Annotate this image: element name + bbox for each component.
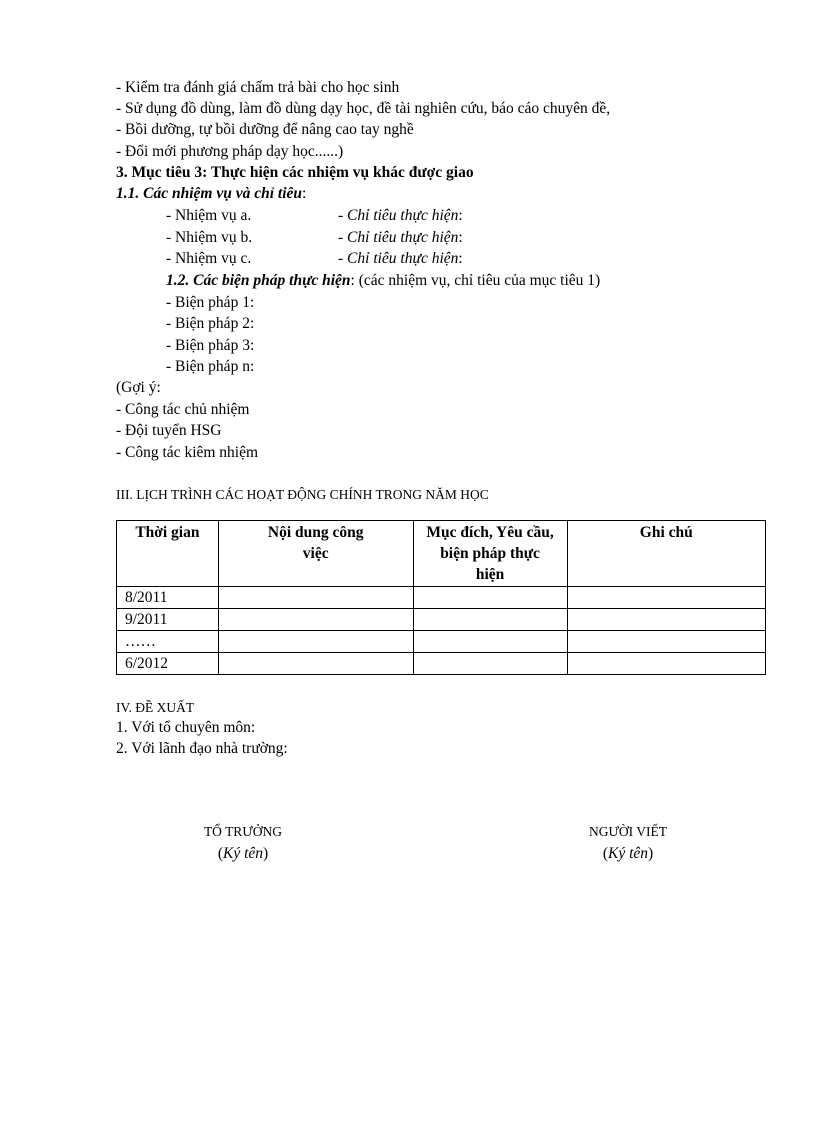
goal3-heading: 3. Mục tiêu 3: Thực hiện các nhiệm vụ khác được giao xyxy=(116,164,474,181)
table-cell xyxy=(567,653,765,675)
header-content xyxy=(218,521,413,587)
table-cell xyxy=(413,609,567,631)
bullet-training: - Bồi dưỡng, tự bồi dưỡng để nâng cao tay nghề xyxy=(116,121,414,138)
table-cell-time: 9/2011 xyxy=(117,609,219,631)
table-row xyxy=(117,609,766,631)
table-cell xyxy=(413,653,567,675)
signature-right xyxy=(558,821,698,865)
header-time: Thời gian xyxy=(117,521,219,587)
hint-item: - Đội tuyển HSG xyxy=(116,422,222,439)
table-cell xyxy=(413,587,567,609)
table-cell-time: 6/2012 xyxy=(117,653,219,675)
table-row xyxy=(117,631,766,653)
measure-item: - Biện pháp n: xyxy=(166,358,255,375)
table-header-row xyxy=(117,521,766,587)
hint-item: - Công tác chủ nhiệm xyxy=(116,401,250,418)
table-cell xyxy=(567,609,765,631)
table-cell xyxy=(567,631,765,653)
signature-right-title: NGƯỜI VIẾT xyxy=(588,824,668,839)
bullet-method: - Đổi mới phương pháp dạy học......) xyxy=(116,143,344,160)
task-target-colon: : xyxy=(458,229,463,246)
section-1-2-title: 1.2. Các biện pháp thực hiện xyxy=(166,272,351,289)
proposal-item: 2. Với lãnh đạo nhà trường: xyxy=(116,740,288,757)
table-row xyxy=(117,653,766,675)
table-cell-time: …… xyxy=(117,631,219,653)
task-name: - Nhiệm vụ a. xyxy=(166,207,252,224)
section-1-2 xyxy=(166,270,600,291)
task-target-dash: - xyxy=(338,207,348,224)
signature-left xyxy=(183,821,303,865)
measure-item: - Biện pháp 1: xyxy=(166,294,255,311)
proposal-item: 1. Với tổ chuyên môn: xyxy=(116,719,256,736)
task-target: Chỉ tiêu thực hiện xyxy=(347,229,459,246)
header-content-text: Nội dung công việc xyxy=(267,524,364,562)
signature-left-note: (Ký tên) xyxy=(217,845,269,862)
section-1-2-rest: : (các nhiệm vụ, chỉ tiêu của mục tiêu 1) xyxy=(350,272,601,289)
task-target: Chỉ tiêu thực hiện xyxy=(347,207,459,224)
section-1-1 xyxy=(116,183,306,204)
task-name: - Nhiệm vụ c. xyxy=(166,250,252,267)
hint-item: - Công tác kiêm nhiệm xyxy=(116,444,259,461)
table-cell xyxy=(413,631,567,653)
measure-item: - Biện pháp 3: xyxy=(166,337,255,354)
table-cell xyxy=(218,631,413,653)
table-row xyxy=(117,587,766,609)
section-1-1-colon: : xyxy=(302,185,307,202)
table-cell xyxy=(218,587,413,609)
task-row xyxy=(166,248,566,269)
bullet-teaching-aids: - Sử dụng đồ dùng, làm đồ dùng dạy học, đề tài nghiên cứu, báo cáo chuyên đề, xyxy=(116,100,611,117)
table-cell xyxy=(567,587,765,609)
hint-label: (Gợi ý: xyxy=(116,379,161,396)
header-purpose-text: Mục đích, Yêu cầu, biện pháp thực hiện xyxy=(426,524,554,583)
bullet-grading: - Kiểm tra đánh giá chấm trả bài cho học sinh xyxy=(116,79,400,96)
schedule-table xyxy=(116,520,766,675)
task-row xyxy=(166,205,566,226)
task-target: Chỉ tiêu thực hiện xyxy=(347,250,459,267)
task-target-dash: - xyxy=(338,229,348,246)
task-target-colon: : xyxy=(458,250,463,267)
section-1-1-title: 1.1. Các nhiệm vụ và chỉ tiêu xyxy=(116,185,302,202)
section-3-heading: III. LỊCH TRÌNH CÁC HOẠT ĐỘNG CHÍNH TRONG NĂM HỌC xyxy=(116,487,489,502)
signature-right-note: (Ký tên) xyxy=(602,845,654,862)
header-note: Ghi chú xyxy=(567,521,765,587)
signature-left-title: TỔ TRƯỞNG xyxy=(203,824,283,839)
table-cell xyxy=(218,653,413,675)
task-target-dash: - xyxy=(338,250,348,267)
measure-item: - Biện pháp 2: xyxy=(166,315,255,332)
task-name: - Nhiệm vụ b. xyxy=(166,229,253,246)
task-row xyxy=(166,227,566,248)
table-cell xyxy=(218,609,413,631)
section-4-heading: IV. ĐỀ XUẤT xyxy=(116,700,195,715)
table-cell-time: 8/2011 xyxy=(117,587,219,609)
task-target-colon: : xyxy=(458,207,463,224)
header-purpose xyxy=(413,521,567,587)
